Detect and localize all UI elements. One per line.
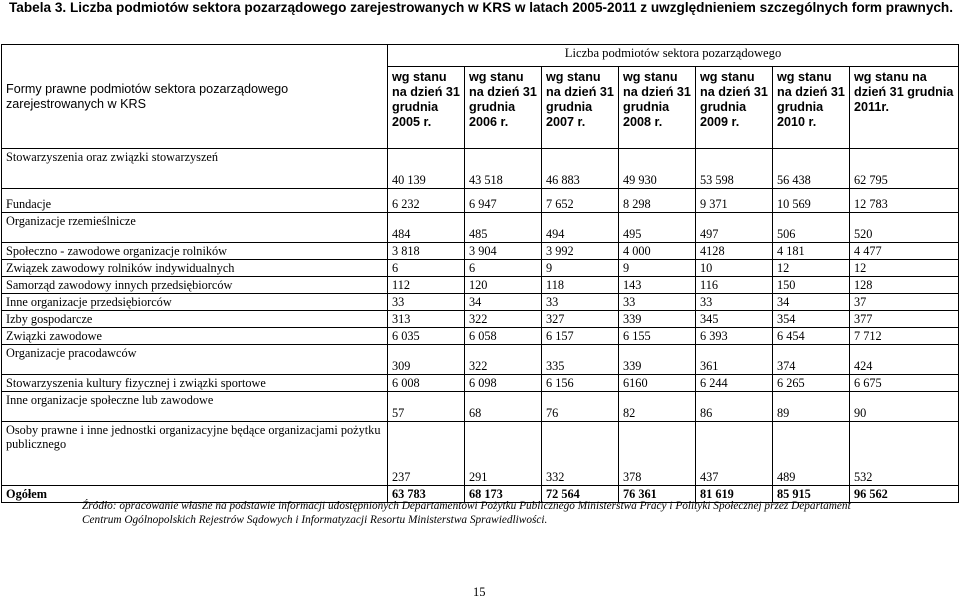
value-cell: 43 518 bbox=[465, 149, 542, 189]
value-cell: 82 bbox=[619, 392, 696, 422]
row-label: Izby gospodarcze bbox=[2, 311, 388, 328]
table-row bbox=[2, 260, 959, 277]
table-row bbox=[2, 243, 959, 260]
value-cell: 6 393 bbox=[696, 328, 773, 345]
value-cell: 6 058 bbox=[465, 328, 542, 345]
year-header-2010: wg stanu na dzień 31 grudnia 2010 r. bbox=[773, 67, 850, 149]
value-cell: 68 bbox=[465, 392, 542, 422]
value-cell: 118 bbox=[542, 277, 619, 294]
value-cell: 6 156 bbox=[542, 375, 619, 392]
value-cell: 10 569 bbox=[773, 189, 850, 213]
value-cell: 339 bbox=[619, 345, 696, 375]
table-row bbox=[2, 422, 959, 486]
value-cell: 3 992 bbox=[542, 243, 619, 260]
value-cell: 76 bbox=[542, 392, 619, 422]
row-label: Osoby prawne i inne jednostki organizacyjne będące organizacjami pożytku publicznego bbox=[2, 422, 388, 486]
value-cell: 89 bbox=[773, 392, 850, 422]
table-row bbox=[2, 189, 959, 213]
row-label: Inne organizacje przedsiębiorców bbox=[2, 294, 388, 311]
value-cell: 143 bbox=[619, 277, 696, 294]
value-cell: 120 bbox=[465, 277, 542, 294]
table-title: Tabela 3. Liczba podmiotów sektora pozarządowego zarejestrowanych w KRS w latach 2005-2011 z uwzględnieniem szczególnych form prawnych. bbox=[9, 0, 954, 15]
row-label: Samorząd zawodowy innych przedsiębiorców bbox=[2, 277, 388, 294]
total-cell: 68 173 bbox=[465, 486, 542, 503]
value-cell: 128 bbox=[850, 277, 959, 294]
value-cell: 354 bbox=[773, 311, 850, 328]
value-cell: 6 098 bbox=[465, 375, 542, 392]
row-label: Inne organizacje społeczne lub zawodowe bbox=[2, 392, 388, 422]
table-row bbox=[2, 294, 959, 311]
value-cell: 424 bbox=[850, 345, 959, 375]
total-cell: 76 361 bbox=[619, 486, 696, 503]
value-cell: 332 bbox=[542, 422, 619, 486]
value-cell: 86 bbox=[696, 392, 773, 422]
value-cell: 6 008 bbox=[388, 375, 465, 392]
value-cell: 322 bbox=[465, 311, 542, 328]
value-cell: 489 bbox=[773, 422, 850, 486]
row-header-cell: Formy prawne podmiotów sektora pozarządowego zarejestrowanych w KRS bbox=[2, 45, 388, 149]
data-table bbox=[1, 44, 959, 503]
year-header-2009: wg stanu na dzień 31 grudnia 2009 r. bbox=[696, 67, 773, 149]
row-label: Stowarzyszenia kultury fizycznej i związki sportowe bbox=[2, 375, 388, 392]
value-cell: 12 783 bbox=[850, 189, 959, 213]
value-cell: 485 bbox=[465, 213, 542, 243]
value-cell: 7 712 bbox=[850, 328, 959, 345]
total-cell: 85 915 bbox=[773, 486, 850, 503]
value-cell: 34 bbox=[465, 294, 542, 311]
value-cell: 33 bbox=[696, 294, 773, 311]
table-row bbox=[2, 345, 959, 375]
total-cell: 96 562 bbox=[850, 486, 959, 503]
total-cell: 72 564 bbox=[542, 486, 619, 503]
value-cell: 309 bbox=[388, 345, 465, 375]
value-cell: 3 904 bbox=[465, 243, 542, 260]
value-cell: 377 bbox=[850, 311, 959, 328]
group-header-row bbox=[2, 45, 959, 67]
row-label: Organizacje pracodawców bbox=[2, 345, 388, 375]
row-label: Organizacje rzemieślnicze bbox=[2, 213, 388, 243]
table-row bbox=[2, 328, 959, 345]
value-cell: 6 155 bbox=[619, 328, 696, 345]
year-header-2011: wg stanu na dzień 31 grudnia 2011r. bbox=[850, 67, 959, 149]
year-header-2005: wg stanu na dzień 31 grudnia 2005 r. bbox=[388, 67, 465, 149]
table-row bbox=[2, 392, 959, 422]
value-cell: 4128 bbox=[696, 243, 773, 260]
value-cell: 6 232 bbox=[388, 189, 465, 213]
table-row bbox=[2, 213, 959, 243]
value-cell: 33 bbox=[388, 294, 465, 311]
value-cell: 90 bbox=[850, 392, 959, 422]
year-header-2008: wg stanu na dzień 31 grudnia 2008 r. bbox=[619, 67, 696, 149]
value-cell: 4 477 bbox=[850, 243, 959, 260]
value-cell: 53 598 bbox=[696, 149, 773, 189]
table-row bbox=[2, 149, 959, 189]
value-cell: 46 883 bbox=[542, 149, 619, 189]
value-cell: 37 bbox=[850, 294, 959, 311]
row-label: Związki zawodowe bbox=[2, 328, 388, 345]
value-cell: 112 bbox=[388, 277, 465, 294]
value-cell: 237 bbox=[388, 422, 465, 486]
value-cell: 6 265 bbox=[773, 375, 850, 392]
value-cell: 495 bbox=[619, 213, 696, 243]
value-cell: 62 795 bbox=[850, 149, 959, 189]
value-cell: 378 bbox=[619, 422, 696, 486]
value-cell: 33 bbox=[542, 294, 619, 311]
value-cell: 506 bbox=[773, 213, 850, 243]
value-cell: 49 930 bbox=[619, 149, 696, 189]
value-cell: 116 bbox=[696, 277, 773, 294]
row-label: Fundacje bbox=[2, 189, 388, 213]
group-header-cell: Liczba podmiotów sektora pozarządowego bbox=[388, 45, 959, 67]
value-cell: 6160 bbox=[619, 375, 696, 392]
row-label: Stowarzyszenia oraz związki stowarzyszeń bbox=[2, 149, 388, 189]
value-cell: 34 bbox=[773, 294, 850, 311]
total-label: Ogółem bbox=[2, 486, 388, 503]
value-cell: 291 bbox=[465, 422, 542, 486]
value-cell: 9 371 bbox=[696, 189, 773, 213]
table-row bbox=[2, 277, 959, 294]
value-cell: 6 244 bbox=[696, 375, 773, 392]
value-cell: 10 bbox=[696, 260, 773, 277]
value-cell: 3 818 bbox=[388, 243, 465, 260]
total-cell: 81 619 bbox=[696, 486, 773, 503]
value-cell: 361 bbox=[696, 345, 773, 375]
value-cell: 494 bbox=[542, 213, 619, 243]
value-cell: 6 157 bbox=[542, 328, 619, 345]
value-cell: 57 bbox=[388, 392, 465, 422]
value-cell: 6 454 bbox=[773, 328, 850, 345]
value-cell: 12 bbox=[773, 260, 850, 277]
value-cell: 322 bbox=[465, 345, 542, 375]
value-cell: 8 298 bbox=[619, 189, 696, 213]
value-cell: 345 bbox=[696, 311, 773, 328]
value-cell: 4 000 bbox=[619, 243, 696, 260]
table-row bbox=[2, 311, 959, 328]
value-cell: 9 bbox=[619, 260, 696, 277]
value-cell: 7 652 bbox=[542, 189, 619, 213]
value-cell: 6 947 bbox=[465, 189, 542, 213]
value-cell: 56 438 bbox=[773, 149, 850, 189]
row-label: Społeczno - zawodowe organizacje rolników bbox=[2, 243, 388, 260]
value-cell: 437 bbox=[696, 422, 773, 486]
total-cell: 63 783 bbox=[388, 486, 465, 503]
table-body bbox=[2, 149, 959, 503]
year-header-2007: wg stanu na dzień 31 grudnia 2007 r. bbox=[542, 67, 619, 149]
value-cell: 6 675 bbox=[850, 375, 959, 392]
source-note: Źródło: opracowanie własne na podstawie informacji udostępnionych Departamentowi Pożytku Publicznego Ministerstwa Pracy i Polityki Społecznej przez Departament Centrum Ogólnopolskich Rejestrów Sądowych i Informatyzacji Resortu Ministerstwa Sprawiedliwości. bbox=[82, 500, 851, 526]
value-cell: 6 035 bbox=[388, 328, 465, 345]
value-cell: 335 bbox=[542, 345, 619, 375]
value-cell: 150 bbox=[773, 277, 850, 294]
value-cell: 374 bbox=[773, 345, 850, 375]
value-cell: 339 bbox=[619, 311, 696, 328]
page-number: 15 bbox=[473, 585, 486, 599]
value-cell: 6 bbox=[465, 260, 542, 277]
value-cell: 313 bbox=[388, 311, 465, 328]
value-cell: 327 bbox=[542, 311, 619, 328]
value-cell: 484 bbox=[388, 213, 465, 243]
value-cell: 40 139 bbox=[388, 149, 465, 189]
value-cell: 9 bbox=[542, 260, 619, 277]
value-cell: 520 bbox=[850, 213, 959, 243]
value-cell: 33 bbox=[619, 294, 696, 311]
value-cell: 497 bbox=[696, 213, 773, 243]
value-cell: 12 bbox=[850, 260, 959, 277]
value-cell: 4 181 bbox=[773, 243, 850, 260]
year-header-2006: wg stanu na dzień 31 grudnia 2006 r. bbox=[465, 67, 542, 149]
value-cell: 532 bbox=[850, 422, 959, 486]
row-label: Związek zawodowy rolników indywidualnych bbox=[2, 260, 388, 277]
table-row bbox=[2, 375, 959, 392]
value-cell: 6 bbox=[388, 260, 465, 277]
